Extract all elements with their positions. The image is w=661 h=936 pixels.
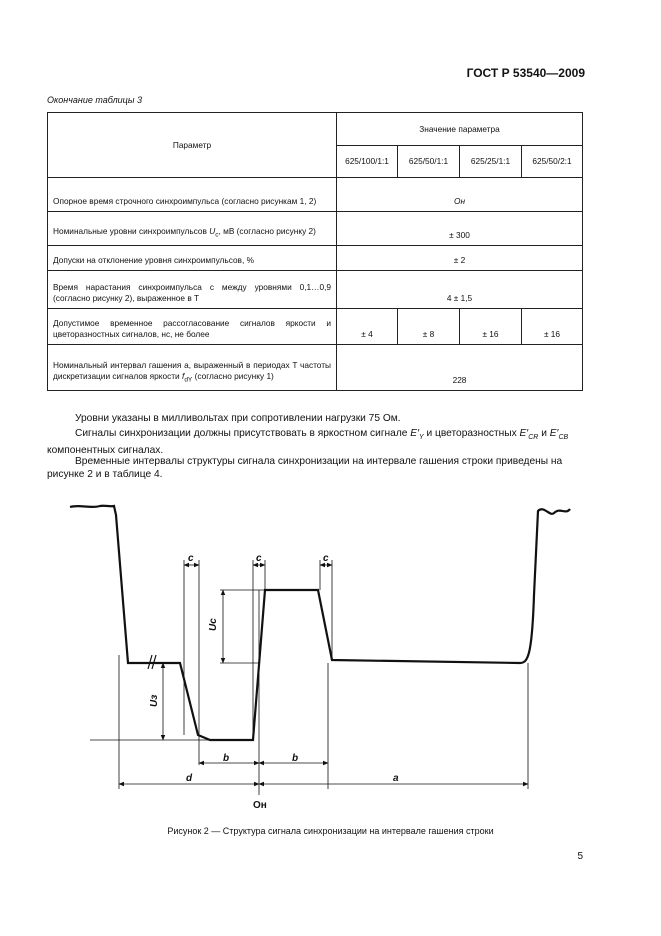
row-value: Oн [337, 178, 583, 212]
table-row [48, 271, 583, 309]
row-param: Номинальный интервал гашения a, выраженный в периодах T частоты дискретизации сигналов яркости $f_{dY}$ (согласно рисунку 1) [48, 345, 337, 391]
row-value: 4 ± 1,5 [337, 271, 583, 309]
table-row [48, 345, 583, 391]
row-value: ± 16 [460, 309, 522, 345]
subcol-4: 625/50/2:1 [522, 146, 583, 178]
label-uc: Uс [208, 618, 219, 631]
standard-number: ГОСТ Р 53540—2009 [466, 66, 585, 80]
row-param: Допустимое временное рассогласование сигналов яркости и цветоразностных сигналов, нс, не более [48, 309, 337, 345]
table-row [48, 309, 583, 345]
label-c3: c [323, 553, 329, 564]
subcol-2: 625/50/1:1 [398, 146, 460, 178]
table-row [48, 178, 583, 212]
label-on: Oн [253, 800, 267, 811]
paragraph-2: Сигналы синхронизации должны присутствовать в яркостном сигнале $E'_Y$ и цветоразностных $E'_{CR}$ и $E'_{CB}$ компонентных сигналах. [47, 428, 569, 457]
row-param: Опорное время строчного синхроимпульса (согласно рисункам 1, 2) [48, 178, 337, 212]
row-value: ± 4 [337, 309, 398, 345]
paragraph-1: Уровни указаны в милливольтах при сопротивлении нагрузки 75 Ом. [75, 413, 401, 424]
label-c2: c [256, 553, 262, 564]
row-value: ± 8 [398, 309, 460, 345]
row-param: Допуски на отклонение уровня синхроимпульсов, % [48, 246, 337, 271]
row-value: ± 16 [522, 309, 583, 345]
paragraph-3: Временные интервалы структуры сигнала синхронизации на интервале гашения строки приведены на рисунке 2 и в таблице 4. [47, 456, 563, 480]
label-c1: c [188, 553, 194, 564]
label-us: Uз [149, 694, 160, 707]
figure-caption: Рисунок 2 — Структура сигнала синхронизации на интервале гашения строки [167, 826, 494, 836]
row-param: Номинальные уровни синхроимпульсов $U_с$, мВ (согласно рисунку 2) [48, 212, 337, 246]
row-param: Время нарастания синхроимпульса c между уровнями 0,1…0,9 (согласно рисунку 2), выраженное в T [48, 271, 337, 309]
label-d: d [186, 773, 193, 784]
table-caption: Окончание таблицы 3 [47, 95, 142, 105]
page-number: 5 [577, 851, 583, 862]
table-row [48, 212, 583, 246]
parameters-table [47, 112, 583, 391]
label-b1: b [223, 753, 230, 764]
row-value: ± 2 [337, 246, 583, 271]
subcol-1: 625/100/1:1 [337, 146, 398, 178]
header-value: Значение параметра [337, 113, 583, 146]
row-value: 228 [337, 345, 583, 391]
row-value: ± 300 [337, 212, 583, 246]
signal-waveform [70, 506, 570, 740]
sync-signal-diagram [60, 495, 580, 815]
subcol-3: 625/25/1:1 [460, 146, 522, 178]
label-b2: b [292, 753, 299, 764]
label-a: a [393, 773, 399, 784]
header-parameter: Параметр [48, 113, 337, 178]
table-row [48, 246, 583, 271]
